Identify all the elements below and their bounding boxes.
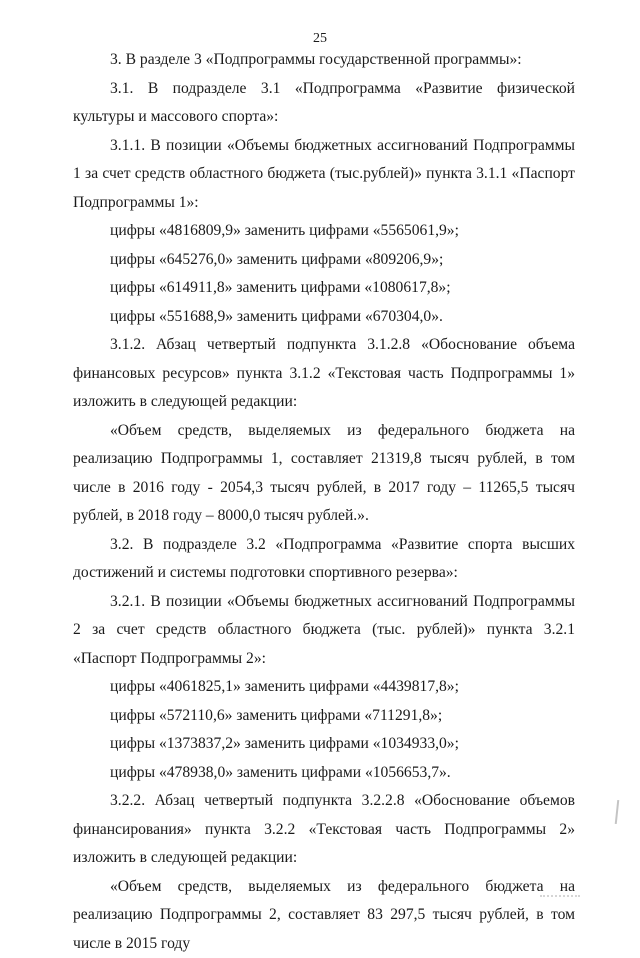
paragraph: 3.1.2. Абзац четвертый подпункта 3.1.2.8 «Обоснование объема финансовых ресурсов» пункта 3.1.2 «Текстовая часть Подпрограммы 1» изложить в следующей редакции:: [73, 331, 575, 417]
list-item: цифры «645276,0» заменить цифрами «809206,9»;: [73, 246, 575, 275]
document-body: [73, 46, 575, 958]
subsection-heading: 3.1. В подразделе 3.1 «Подпрограмма «Развитие физической культуры и массового спорта»:: [73, 75, 575, 132]
scan-artifact: [540, 895, 580, 899]
page-number: 25: [0, 31, 640, 47]
paragraph: 3.2.1. В позиции «Объемы бюджетных ассигнований Подпрограммы 2 за счет средств областного бюджета (тыс. рублей)» пункта 3.2.1 «Паспорт Подпрограммы 2»:: [73, 588, 575, 674]
paragraph: 3.2.2. Абзац четвертый подпункта 3.2.2.8 «Обоснование объемов финансирования» пункта 3.2.2 «Текстовая часть Подпрограммы 2» изложить в следующей редакции:: [73, 787, 575, 873]
quoted-paragraph: «Объем средств, выделяемых из федерального бюджета на реализацию Подпрограммы 1, составляет 21319,8 тысяч рублей, в том числе в 2016 году - 2054,3 тысяч рублей, в 2017 году – 11265,5 тысяч рублей, в 2018 году – 8000,0 тысяч рублей.».: [73, 417, 575, 531]
list-item: цифры «551688,9» заменить цифрами «670304,0».: [73, 303, 575, 332]
list-item: цифры «478938,0» заменить цифрами «1056653,7».: [73, 759, 575, 788]
scan-artifact: [615, 800, 619, 824]
list-item: цифры «4816809,9» заменить цифрами «5565061,9»;: [73, 217, 575, 246]
paragraph: 3.1.1. В позиции «Объемы бюджетных ассигнований Подпрограммы 1 за счет средств областного бюджета (тыс.рублей)» пункта 3.1.1 «Паспорт Подпрограммы 1»:: [73, 132, 575, 218]
section-heading: 3. В разделе 3 «Подпрограммы государственной программы»:: [73, 46, 575, 75]
list-item: цифры «4061825,1» заменить цифрами «4439817,8»;: [73, 673, 575, 702]
subsection-heading: 3.2. В подразделе 3.2 «Подпрограмма «Развитие спорта высших достижений и системы подготовки спортивного резерва»:: [73, 531, 575, 588]
list-item: цифры «614911,8» заменить цифрами «1080617,8»;: [73, 274, 575, 303]
list-item: цифры «1373837,2» заменить цифрами «1034933,0»;: [73, 730, 575, 759]
list-item: цифры «572110,6» заменить цифрами «711291,8»;: [73, 702, 575, 731]
quoted-paragraph: «Объем средств, выделяемых из федерального бюджета на реализацию Подпрограммы 2, составляет 83 297,5 тысяч рублей, в том числе в 2015 году: [73, 873, 575, 958]
